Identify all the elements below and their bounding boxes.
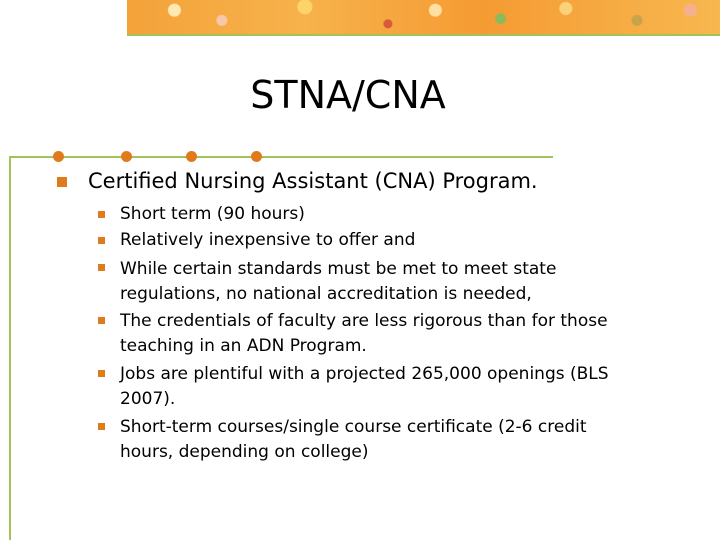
divider-dot [53, 151, 64, 162]
main-bullet-text: Certified Nursing Assistant (CNA) Program. [88, 169, 538, 193]
sub-bullet-text: While certain standards must be met to meet state regulations, no national accreditation is needed, [120, 259, 557, 304]
banner-divider [127, 34, 720, 36]
sub-bullet-text: Jobs are plentiful with a projected 265,000 openings (BLS 2007). [120, 364, 609, 409]
square-bullet-icon [98, 211, 105, 218]
square-bullet-icon [98, 317, 105, 324]
divider-dot [251, 151, 262, 162]
sub-bullet-text: Short term (90 hours) [120, 204, 305, 224]
square-bullet-icon [98, 264, 105, 271]
left-divider-line [9, 156, 11, 540]
title-divider-line [9, 156, 553, 158]
sub-bullet-text: Short-term courses/single course certificate (2-6 credit hours, depending on college) [120, 417, 587, 462]
square-bullet-icon [57, 177, 67, 187]
square-bullet-icon [98, 237, 105, 244]
slide-title: STNA/CNA [250, 73, 446, 117]
decorative-banner [127, 0, 720, 34]
square-bullet-icon [98, 423, 105, 430]
divider-dot [186, 151, 197, 162]
square-bullet-icon [98, 370, 105, 377]
sub-bullet-text: Relatively inexpensive to offer and [120, 230, 416, 250]
sub-bullet-text: The credentials of faculty are less rigorous than for those teaching in an ADN Program. [120, 311, 608, 356]
divider-dot [121, 151, 132, 162]
